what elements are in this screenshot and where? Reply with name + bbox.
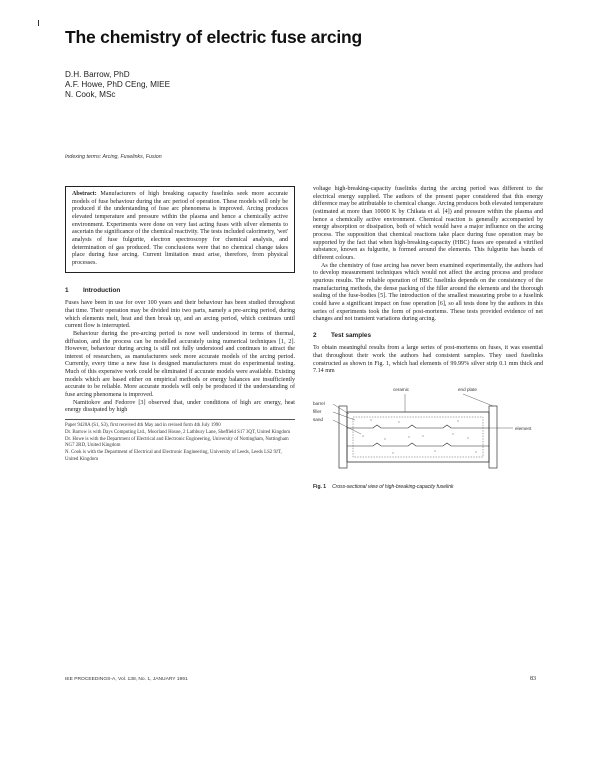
footnote: Dr. Barrow is with Days Computing Ltd., Moorland House, 2 Lathbury Lane, Sheffield S17 3QT, United Kingdom	[65, 430, 291, 436]
journal-footer: IEE PROCEEDINGS-A, Vol. 138, No. 1, JANUARY 1991	[65, 677, 188, 682]
section-number: 2	[313, 331, 317, 339]
element-strip	[347, 425, 489, 428]
body-paragraph: Fuses have been in use for over 100 years and their behaviour has been studied throughout that time. Their operation may be divided into two parts, namely a pre-arcing period, during which elements melt, heat and then break up, and an arcing period, which continues until current flow is interrupted.	[65, 300, 295, 330]
body-paragraph: voltage high-breaking-capacity fuselinks during the arcing period was different to the electrical energy supplied. The authors of the present paper considered that this energy difference may be attributable to chemical change. Arcing produces both elevated temperature (estimated at more than 10000 K by Chikata et al. [4]) and pressure within the plasma and hence a chemically active environment. Chemical reaction is generally accompanied by energy absorption or dissipation, both of which would have a major influence on the arcing process. The supposition that chemical reactions take place during fuse operation may be supported by the fact that when high-breaking-capacity (HBC) fuses are operated a vitrified substance, known as fulgurite, is formed around the elements. This fulgurite has bands of different colours.	[313, 186, 543, 261]
caption-label: Fig. 1	[313, 484, 327, 491]
element-strip	[347, 443, 489, 446]
figure-label: barrel	[313, 401, 325, 407]
abstract-box	[65, 186, 295, 273]
section-title: Test samples	[331, 331, 372, 339]
right-column	[313, 186, 543, 492]
figure-1	[313, 384, 543, 482]
indexing-terms: Indexing terms: Arcing, Fuselinks, Fusion	[65, 154, 162, 160]
body-paragraph: As the chemistry of fuse arcing has never been examined experimentally, the authors had to develop measurement techniques which would not affect the arcing process and produce spurious results. The reliable operation of HBC fuselinks depends on the consistency of the manufacturing methods, the dense packing of the filler around the elements and the thorough sealing of the fuse-bodies [5]. The introduction of the smallest measuring probe to a fuselink could have a significant impact on fuse operation [6], so all tests done by the authors in this series of experiments took the form of post-mortems. These tests provided evidence of net changes and not transient variations during arcing.	[313, 262, 543, 323]
paper-title: The chemistry of electric fuse arcing	[65, 27, 363, 47]
caption-text: Cross-sectional view of high-breaking-capacity fuselink	[332, 484, 454, 491]
figure-label: ceramic	[393, 387, 410, 393]
body-paragraph: Behaviour during the pre-arcing period is now well understood in terms of thermal, diffusion, and the process can be modelled accurately using numerical techniques [1, 2]. However, behaviour during arcing is still not fully understood and continues to attract the interest of researchers, as manufacturers seek more accurate models of the arcing period. Currently, every time a new fuse is designed manufacturers must do experimental testing. Much of this expensive work could be eliminated if accurate models were available. Existing models which are based either on empirical methods or energy balances are insufficiently accurate to be reliable. More accurate models will only be produced if the understanding of fuse arcing phenomena is improved.	[65, 330, 295, 399]
body-paragraph: To obtain meaningful results from a large series of post-mortems on fuses, it was essential that throughout their work the authors had consistent samples. They used fuselinks constructed as shown in Fig. 1, which had elements of 99.99% silver strip 0.1 mm thick and 7.14 mm	[313, 345, 543, 375]
page-number: 83	[530, 676, 536, 682]
section-title: Introduction	[83, 286, 121, 294]
figure-label: sand	[313, 417, 323, 423]
footnote: N. Cook is with the Department of Electrical and Electronic Engineering, University of Leeds, Leeds LS2 9JT, United Kingdom	[65, 450, 282, 462]
author-list	[65, 70, 170, 99]
author: N. Cook, MSc	[65, 89, 116, 99]
section-heading-test-samples	[313, 332, 543, 340]
figure-label: element	[515, 426, 532, 432]
footnotes	[65, 419, 295, 463]
abstract-text: Manufacturers of high breaking capacity fuselinks seek more accurate models of fuse behaviour during the arc period of operation. These models will only be produced if the understanding of fuse arc phenomena is improved. Arcing produces elevated temperature and pressure within the plasma and hence a chemically active environment. Experiments were done on very fast acting fuses with silver elements to ascertain the significance of the chemical reactivity. The tests included calorimetry, 'wet' analysis of fuse fulgurite, electron spectroscopy for chemical analysis, and determination of gas produced. The conclusions were that no chemical change takes place during fuse arcing. Current limitation must arise, therefore, from physical processes.	[72, 191, 288, 266]
footnote: Dr. Howe is with the Department of Electrical and Electronic Engineering, University of Nottingham, Nottingham NG7 2RD, United Kingdom	[65, 437, 289, 449]
footnote: Paper 9420A (S1, S3), first received 4th May and in revised form 4th July 1990	[65, 423, 221, 429]
author: A.F. Howe, PhD CEng, MIEE	[65, 79, 171, 89]
figure-caption	[313, 484, 543, 492]
figure-label: filler	[313, 409, 322, 415]
left-column	[65, 186, 295, 464]
fuselink-diagram	[313, 384, 543, 482]
section-number: 1	[65, 286, 69, 294]
end-plate-right	[489, 406, 497, 468]
body-paragraph: Namitokov and Fedorov [3] observed that, under conditions of high arc energy, heat energy dissipated by high	[65, 399, 295, 414]
section-heading-introduction	[65, 287, 295, 295]
crop-mark	[38, 20, 39, 26]
filler-dots	[362, 419, 476, 453]
end-plate-left	[339, 406, 347, 468]
author: D.H. Barrow, PhD	[65, 70, 130, 79]
figure-label: end plate	[458, 387, 477, 393]
ceramic-barrel	[347, 412, 489, 462]
abstract-label: Abstract:	[72, 191, 97, 197]
sand-filler	[353, 417, 483, 457]
